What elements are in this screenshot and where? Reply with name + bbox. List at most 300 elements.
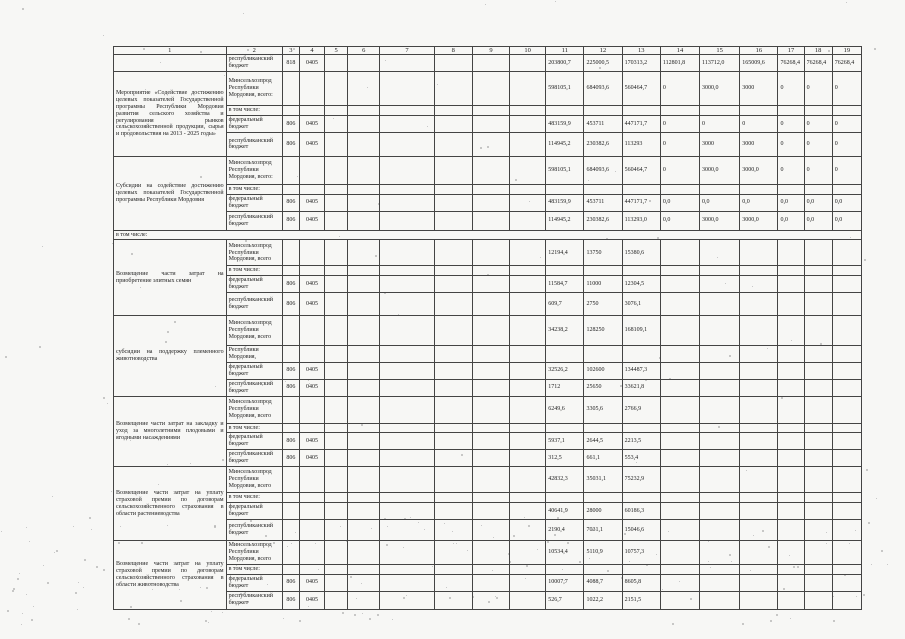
empty-cell xyxy=(472,316,509,346)
header-cell: 15 xyxy=(700,47,740,55)
amount-cell: 168109,1 xyxy=(622,316,660,346)
table-row xyxy=(114,106,862,116)
header-cell: 8 xyxy=(434,47,472,55)
amount-cell xyxy=(778,266,804,276)
grbs-code xyxy=(282,240,299,266)
empty-cell xyxy=(434,346,472,363)
amount-cell: 0 xyxy=(778,116,804,133)
scan-speck xyxy=(876,498,877,499)
amount-cell xyxy=(660,450,699,467)
empty-cell xyxy=(380,520,434,541)
amount-cell xyxy=(700,362,740,379)
empty-cell xyxy=(472,184,509,194)
amount-cell xyxy=(740,433,778,450)
amount-cell: 684093,6 xyxy=(584,72,622,106)
grbs-code: 806 xyxy=(282,194,299,211)
amount-cell xyxy=(740,493,778,503)
amount-cell xyxy=(700,503,740,520)
amount-cell: 661,1 xyxy=(584,450,622,467)
empty-cell xyxy=(348,184,380,194)
funding-source: федеральный бюджет xyxy=(226,362,282,379)
scan-speck xyxy=(39,346,41,348)
scan-speck xyxy=(846,2,847,3)
amount-cell xyxy=(832,574,861,591)
item-name: Возмещение части затрат на уплату страховой премии по договорам сельскохозяйственного страхования в области животноводства xyxy=(114,541,227,610)
empty-cell xyxy=(472,433,509,450)
amount-cell: 230382,6 xyxy=(584,211,622,230)
grbs-code xyxy=(282,266,299,276)
scan-speck xyxy=(52,496,53,497)
empty-cell xyxy=(510,493,546,503)
empty-cell xyxy=(325,396,348,423)
table-row xyxy=(114,591,862,609)
funding-source: Минсельхозпрод Республики Мордовия, всего xyxy=(226,541,282,565)
funding-source: Минсельхозпрод Республики Мордовия, всего xyxy=(226,316,282,346)
amount-cell xyxy=(832,503,861,520)
scan-speck xyxy=(283,618,284,619)
grbs-code xyxy=(282,467,299,493)
scan-speck xyxy=(89,517,91,519)
scan-speck xyxy=(31,619,33,621)
table-row xyxy=(114,565,862,575)
amount-cell: 0 xyxy=(660,132,699,156)
amount-cell xyxy=(778,379,804,396)
empty-cell xyxy=(348,467,380,493)
scan-speck xyxy=(96,566,98,568)
empty-cell xyxy=(434,132,472,156)
empty-cell xyxy=(472,132,509,156)
scan-speck xyxy=(103,397,105,399)
empty-cell xyxy=(325,433,348,450)
amount-cell xyxy=(804,106,832,116)
amount-cell: 102600 xyxy=(584,362,622,379)
funding-source: федеральный бюджет xyxy=(226,503,282,520)
scan-speck xyxy=(887,564,888,565)
section-code xyxy=(299,467,324,493)
amount-cell: 609,7 xyxy=(546,293,584,316)
amount-cell xyxy=(622,184,660,194)
empty-cell xyxy=(325,184,348,194)
amount-cell xyxy=(660,379,699,396)
amount-cell xyxy=(700,316,740,346)
empty-cell xyxy=(510,346,546,363)
table-row xyxy=(114,293,862,316)
amount-cell xyxy=(740,574,778,591)
empty-cell xyxy=(434,591,472,609)
scan-speck xyxy=(84,559,86,561)
amount-cell xyxy=(546,493,584,503)
section-code: 0405 xyxy=(299,211,324,230)
amount-cell xyxy=(832,433,861,450)
empty-cell xyxy=(472,379,509,396)
funding-source: республиканский бюджет xyxy=(226,591,282,609)
empty-cell xyxy=(325,72,348,106)
funding-source: Минсельхозпрод Республики Мордовия, всего xyxy=(226,240,282,266)
header-cell: 16 xyxy=(740,47,778,55)
table-row xyxy=(114,396,862,423)
empty-cell xyxy=(510,433,546,450)
empty-cell xyxy=(434,240,472,266)
amount-cell xyxy=(832,565,861,575)
amount-cell: 225000,5 xyxy=(584,55,622,72)
amount-cell: 447171,7 xyxy=(622,116,660,133)
empty-cell xyxy=(348,423,380,433)
amount-cell xyxy=(622,266,660,276)
empty-cell xyxy=(325,194,348,211)
section-code xyxy=(299,240,324,266)
header-cell: 1 xyxy=(114,47,227,55)
amount-cell xyxy=(660,106,699,116)
amount-cell xyxy=(804,379,832,396)
table-row xyxy=(114,240,862,266)
empty-cell xyxy=(380,541,434,565)
table-row xyxy=(114,276,862,293)
section-code: 0405 xyxy=(299,116,324,133)
amount-cell xyxy=(660,266,699,276)
amount-cell xyxy=(622,106,660,116)
amount-cell xyxy=(804,467,832,493)
amount-cell xyxy=(832,276,861,293)
amount-cell: 3000,0 xyxy=(700,72,740,106)
amount-cell xyxy=(622,346,660,363)
empty-cell xyxy=(348,240,380,266)
empty-cell xyxy=(434,379,472,396)
amount-cell: 5937,1 xyxy=(546,433,584,450)
scan-speck xyxy=(770,620,772,622)
empty-cell xyxy=(434,396,472,423)
scan-speck xyxy=(868,522,870,524)
item-name: Возмещение части затрат на приобретение элитных семян xyxy=(114,240,227,316)
section-code: 0405 xyxy=(299,132,324,156)
section-code: 0405 xyxy=(299,574,324,591)
amount-cell: 0,0 xyxy=(832,194,861,211)
grbs-code xyxy=(282,423,299,433)
amount-cell xyxy=(778,316,804,346)
table-row xyxy=(114,379,862,396)
scan-speck xyxy=(555,1,556,2)
amount-cell: 60186,3 xyxy=(622,503,660,520)
funding-source: Минсельхозпрод Республики Мордовия, всего: xyxy=(226,156,282,184)
amount-cell xyxy=(660,503,699,520)
empty-cell xyxy=(380,194,434,211)
amount-cell xyxy=(740,240,778,266)
scan-speck xyxy=(29,541,30,542)
section-code xyxy=(299,493,324,503)
empty-cell xyxy=(510,132,546,156)
empty-cell xyxy=(472,591,509,609)
amount-cell xyxy=(700,396,740,423)
empty-cell xyxy=(510,396,546,423)
amount-cell xyxy=(740,423,778,433)
scan-speck xyxy=(222,612,223,613)
amount-cell xyxy=(804,266,832,276)
amount-cell xyxy=(700,574,740,591)
table-row xyxy=(114,72,862,106)
grbs-code xyxy=(282,541,299,565)
grbs-code xyxy=(282,156,299,184)
amount-cell: 3000,0 xyxy=(740,211,778,230)
empty-cell xyxy=(472,503,509,520)
amount-cell: 684093,6 xyxy=(584,156,622,184)
empty-cell xyxy=(380,132,434,156)
amount-cell: 3076,1 xyxy=(622,293,660,316)
section-code: 0405 xyxy=(299,293,324,316)
amount-cell xyxy=(546,565,584,575)
empty-cell xyxy=(348,433,380,450)
empty-cell xyxy=(348,362,380,379)
scan-speck xyxy=(863,594,865,596)
amount-cell xyxy=(778,293,804,316)
empty-cell xyxy=(348,72,380,106)
table-row xyxy=(114,520,862,541)
amount-cell: 3305,6 xyxy=(584,396,622,423)
amount-cell: 3000 xyxy=(740,72,778,106)
empty-cell xyxy=(380,503,434,520)
amount-cell xyxy=(700,450,740,467)
empty-cell xyxy=(348,132,380,156)
amount-cell xyxy=(804,293,832,316)
empty-cell xyxy=(380,276,434,293)
empty-cell xyxy=(380,591,434,609)
amount-cell: 34238,2 xyxy=(546,316,584,346)
amount-cell xyxy=(740,591,778,609)
empty-cell xyxy=(348,541,380,565)
amount-cell: 0 xyxy=(660,116,699,133)
empty-cell xyxy=(380,211,434,230)
grbs-code xyxy=(282,184,299,194)
empty-cell xyxy=(325,266,348,276)
amount-cell xyxy=(778,493,804,503)
empty-cell xyxy=(325,541,348,565)
amount-cell: 35031,1 xyxy=(584,467,622,493)
amount-cell: 453711 xyxy=(584,116,622,133)
section-code xyxy=(299,396,324,423)
empty-cell xyxy=(325,493,348,503)
item-name: Мероприятие «Содействие достижению целевых показателей Государственной программы Республики Мордовия развития сельского хозяйства и регулирования рынков сельскохозяйственной продукции, сырья и продовольствия на 2013 - 2025 годы» xyxy=(114,72,227,157)
empty-cell xyxy=(472,240,509,266)
empty-cell xyxy=(472,362,509,379)
amount-cell xyxy=(804,346,832,363)
amount-cell: 0,0 xyxy=(832,211,861,230)
amount-cell: 2766,9 xyxy=(622,396,660,423)
amount-cell: 2190,4 xyxy=(546,520,584,541)
scan-speck xyxy=(354,614,356,616)
empty-cell xyxy=(325,565,348,575)
empty-cell xyxy=(380,266,434,276)
amount-cell xyxy=(778,565,804,575)
amount-cell xyxy=(700,276,740,293)
empty-cell xyxy=(472,194,509,211)
amount-cell xyxy=(832,396,861,423)
amount-cell: 113293,0 xyxy=(622,211,660,230)
empty-cell xyxy=(434,72,472,106)
table-row xyxy=(114,211,862,230)
amount-cell xyxy=(546,423,584,433)
amount-cell: 2750 xyxy=(584,293,622,316)
empty-cell xyxy=(510,55,546,72)
grbs-code xyxy=(282,346,299,363)
amount-cell xyxy=(804,574,832,591)
table-row xyxy=(114,316,862,346)
section-code: 0405 xyxy=(299,433,324,450)
empty-cell xyxy=(510,106,546,116)
funding-source: Минсельхозпрод Республики Мордовия, всего xyxy=(226,467,282,493)
amount-cell xyxy=(584,106,622,116)
grbs-code xyxy=(282,565,299,575)
amount-cell xyxy=(700,240,740,266)
amount-cell: 0 xyxy=(804,116,832,133)
amount-cell xyxy=(584,266,622,276)
empty-cell xyxy=(348,55,380,72)
amount-cell xyxy=(832,450,861,467)
amount-cell xyxy=(700,467,740,493)
empty-cell xyxy=(348,396,380,423)
amount-cell xyxy=(700,541,740,565)
empty-cell xyxy=(348,591,380,609)
grbs-code: 806 xyxy=(282,379,299,396)
amount-cell xyxy=(660,184,699,194)
amount-cell: 13750 xyxy=(584,240,622,266)
grbs-code: 806 xyxy=(282,450,299,467)
section-code: 0405 xyxy=(299,276,324,293)
table-row xyxy=(114,423,862,433)
amount-cell: 33621,8 xyxy=(622,379,660,396)
amount-cell xyxy=(740,184,778,194)
amount-cell: 0,0 xyxy=(778,194,804,211)
empty-cell xyxy=(434,520,472,541)
empty-cell xyxy=(380,379,434,396)
amount-cell xyxy=(660,520,699,541)
funding-source: республиканский бюджет xyxy=(226,293,282,316)
grbs-code: 806 xyxy=(282,276,299,293)
empty-cell xyxy=(472,423,509,433)
amount-cell: 40641,9 xyxy=(546,503,584,520)
empty-cell xyxy=(380,184,434,194)
empty-cell xyxy=(434,194,472,211)
empty-cell xyxy=(380,467,434,493)
amount-cell xyxy=(804,503,832,520)
funding-source: республиканский бюджет xyxy=(226,211,282,230)
scan-speck xyxy=(1,531,2,532)
amount-cell xyxy=(778,184,804,194)
grbs-code xyxy=(282,520,299,541)
empty-cell xyxy=(380,156,434,184)
amount-cell xyxy=(740,565,778,575)
empty-cell xyxy=(472,266,509,276)
empty-cell xyxy=(348,316,380,346)
empty-cell xyxy=(472,396,509,423)
amount-cell: 0,0 xyxy=(778,211,804,230)
table-row xyxy=(114,266,862,276)
amount-cell: 0 xyxy=(778,72,804,106)
empty-cell xyxy=(434,276,472,293)
amount-cell: 0 xyxy=(804,156,832,184)
scan-speck xyxy=(77,609,78,610)
amount-cell xyxy=(832,106,861,116)
empty-cell xyxy=(348,116,380,133)
empty-cell xyxy=(348,194,380,211)
amount-cell xyxy=(660,423,699,433)
amount-cell xyxy=(660,591,699,609)
scan-speck xyxy=(362,613,363,614)
amount-cell xyxy=(660,276,699,293)
amount-cell xyxy=(584,346,622,363)
header-cell: 18 xyxy=(804,47,832,55)
amount-cell: 2644,5 xyxy=(584,433,622,450)
section-code xyxy=(299,266,324,276)
amount-cell: 1022,2 xyxy=(584,591,622,609)
amount-cell xyxy=(804,450,832,467)
header-cell: 11 xyxy=(546,47,584,55)
empty-cell xyxy=(510,591,546,609)
amount-cell: 114945,2 xyxy=(546,211,584,230)
funding-source: федеральный бюджет xyxy=(226,276,282,293)
header-cell: 19 xyxy=(832,47,861,55)
table-row xyxy=(114,467,862,493)
table-row xyxy=(114,450,862,467)
amount-cell xyxy=(778,574,804,591)
empty-cell xyxy=(472,156,509,184)
empty-cell xyxy=(348,211,380,230)
funding-source: в том числе: xyxy=(226,493,282,503)
amount-cell xyxy=(778,106,804,116)
amount-cell xyxy=(740,362,778,379)
header-cell: 2 xyxy=(226,47,282,55)
amount-cell: 134487,3 xyxy=(622,362,660,379)
empty-cell xyxy=(510,276,546,293)
amount-cell xyxy=(622,493,660,503)
empty-cell xyxy=(325,520,348,541)
funding-source: в том числе: xyxy=(226,565,282,575)
section-code xyxy=(299,503,324,520)
empty-cell xyxy=(380,346,434,363)
amount-cell xyxy=(660,396,699,423)
scan-speck xyxy=(485,4,486,5)
amount-cell xyxy=(804,276,832,293)
amount-cell xyxy=(804,433,832,450)
amount-cell xyxy=(804,240,832,266)
amount-cell xyxy=(832,541,861,565)
empty-cell xyxy=(325,379,348,396)
empty-cell xyxy=(472,346,509,363)
funding-source: федеральный бюджет xyxy=(226,574,282,591)
empty-cell xyxy=(348,450,380,467)
empty-cell xyxy=(325,132,348,156)
empty-cell xyxy=(510,520,546,541)
scan-speck xyxy=(369,618,371,620)
amount-cell: 6249,6 xyxy=(546,396,584,423)
amount-cell: 15046,6 xyxy=(622,520,660,541)
empty-cell xyxy=(510,503,546,520)
amount-cell: 76268,4 xyxy=(832,55,861,72)
empty-cell xyxy=(434,266,472,276)
scan-speck xyxy=(392,619,393,620)
empty-cell xyxy=(325,276,348,293)
header-cell: 10 xyxy=(510,47,546,55)
amount-cell xyxy=(660,346,699,363)
amount-cell xyxy=(804,541,832,565)
scan-speck xyxy=(54,552,55,553)
amount-cell: 2151,5 xyxy=(622,591,660,609)
item-name: Субсидии на содействие достижению целевых показателей Государственной программы Республики Мордовия xyxy=(114,156,227,230)
header-cell: 13 xyxy=(622,47,660,55)
empty-cell xyxy=(510,565,546,575)
amount-cell: 25650 xyxy=(584,379,622,396)
amount-cell xyxy=(700,293,740,316)
scan-speck xyxy=(866,469,868,471)
amount-cell xyxy=(660,565,699,575)
amount-cell xyxy=(778,591,804,609)
